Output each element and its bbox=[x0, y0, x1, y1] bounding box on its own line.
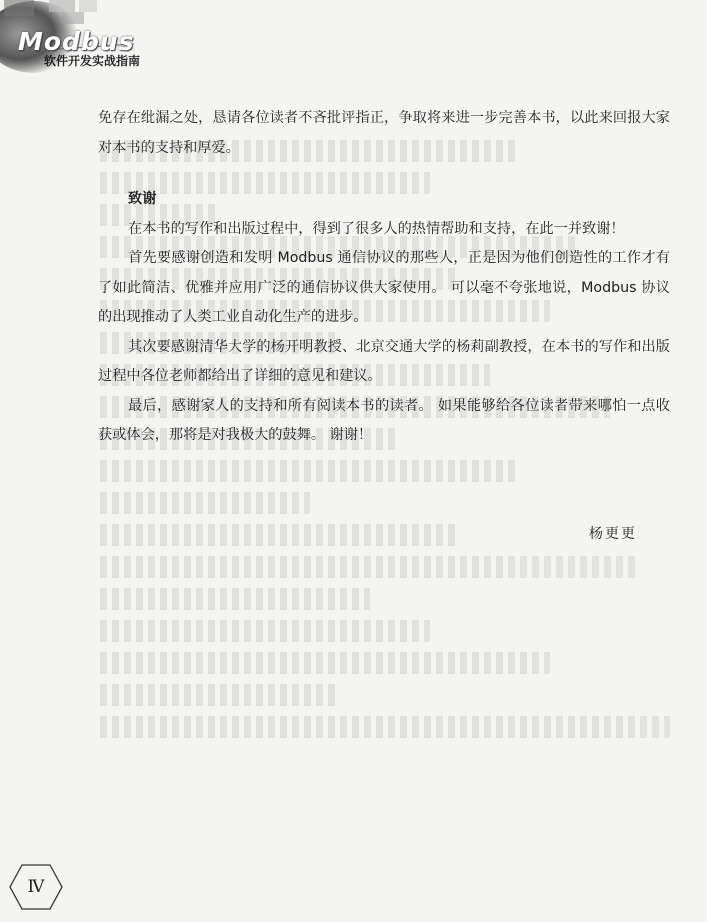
page-number-badge bbox=[8, 862, 64, 912]
logo-title: Modbus bbox=[18, 27, 135, 56]
page-number: Ⅳ bbox=[27, 877, 45, 897]
paragraph-continuation: 免存在纰漏之处，恳请各位读者不吝批评指正，争取将来进一步完善本书，以此来回报大家对本书的支持和厚爱。 bbox=[98, 110, 670, 156]
paragraph-professors: 其次要感谢清华大学的杨开明教授、北京交通大学的杨莉副教授，在本书的写作和出版过程中各位老师都给出了详细的意见和建议。 bbox=[98, 338, 670, 384]
author-signature: 杨更更 bbox=[589, 526, 637, 542]
paragraph-thanks: 在本书的写作和出版过程中，得到了很多人的热情帮助和支持，在此一并致谢！ bbox=[128, 220, 625, 237]
paragraph-family-readers: 最后，感谢家人的支持和所有阅读本书的读者。 如果能够给各位读者带来哪怕一点收获或体会，那将是对我极大的鼓舞。 谢谢！ bbox=[98, 397, 670, 443]
book-subtitle: 软件开发实战指南 bbox=[44, 54, 141, 68]
paragraph-modbus-creators: 首先要感谢创造和发明 Modbus 通信协议的那些人，正是因为他们创造性的工作才有了如此简洁、优雅并应用广泛的通信协议供大家使用。 可以毫不夸张地说，Modbus 协议的出现推动了人类工业自动化生产的进步。 bbox=[98, 250, 670, 325]
main-text bbox=[98, 104, 670, 451]
section-heading: 致谢 bbox=[128, 191, 157, 207]
